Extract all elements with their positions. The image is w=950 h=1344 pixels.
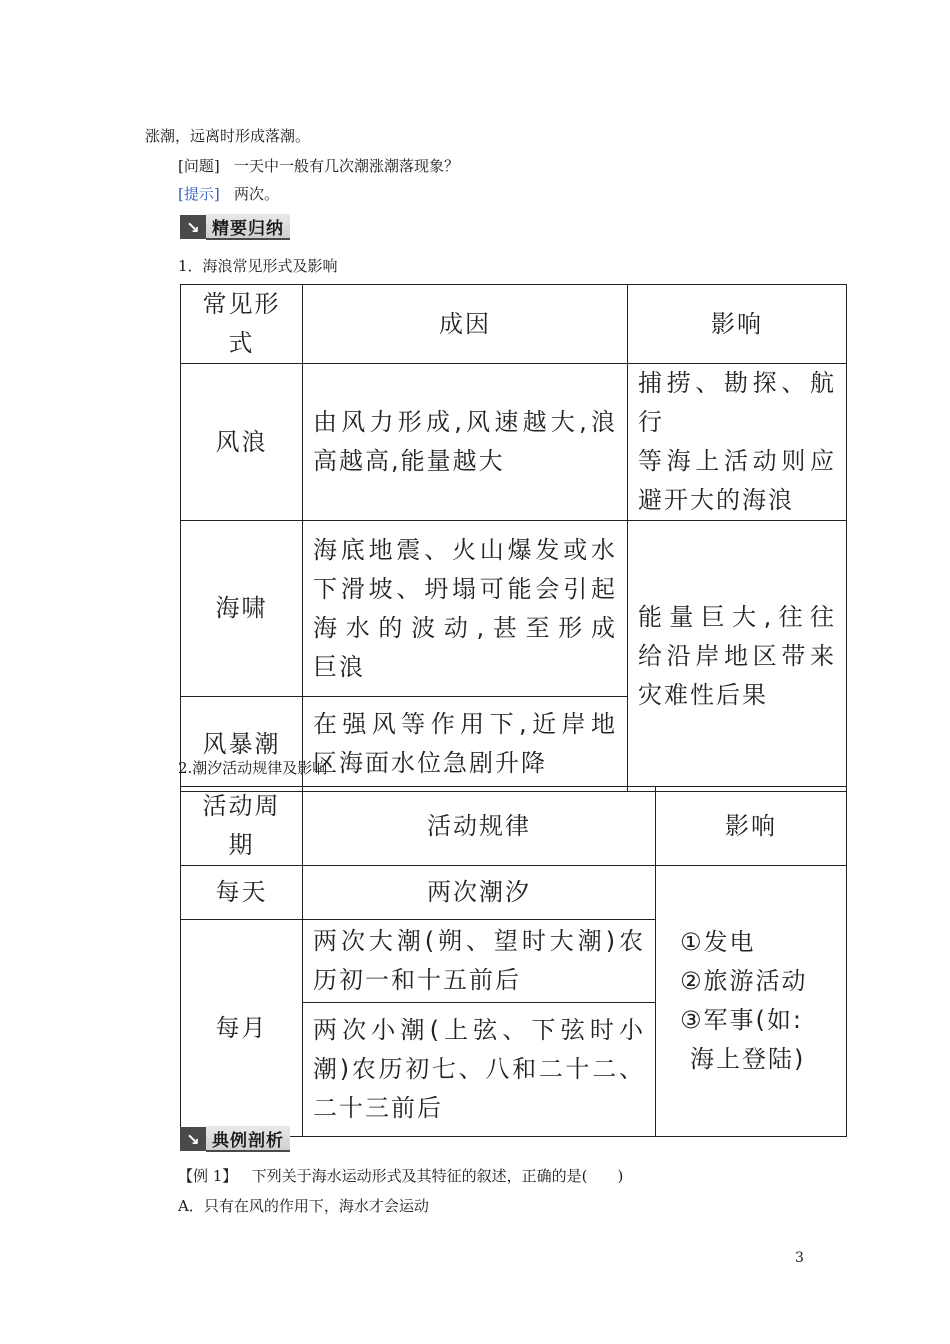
table1-header-effect: 影响	[628, 285, 847, 364]
hint-line	[178, 184, 279, 204]
table1-form-cell: 海啸	[181, 521, 303, 697]
option-a: A．只有在风的作用下，海水才会运动	[178, 1197, 429, 1215]
table1-header-form: 常见形式	[181, 285, 303, 364]
cell-line: 由风力形成,风速越大,浪	[313, 408, 617, 436]
cell-line: 海底地震、火山爆发或水	[313, 535, 617, 564]
table2-rule-neap-tide	[303, 1003, 656, 1137]
cell-line: 避开大的海浪	[638, 486, 794, 514]
page-number: 3	[795, 1250, 804, 1266]
table1-form-cell: 风暴潮	[181, 697, 303, 792]
cell-line: 两次小潮(上弦、下弦时小	[313, 1016, 645, 1044]
cell-line: 高越高,能量越大	[313, 447, 505, 475]
tide-activity-table	[180, 786, 847, 1137]
table2-header-effect: 影响	[656, 787, 847, 866]
table1-cause-cell	[303, 697, 628, 792]
question-line	[178, 156, 459, 176]
section-header-summary	[180, 214, 290, 240]
cell-line: ①发电	[680, 928, 756, 956]
cell-line: 捕捞、勘探、航行	[638, 369, 836, 436]
cell-line: 潮)农历初七、八和二十二、	[313, 1055, 645, 1083]
cell-line: 历初一和十五前后	[313, 966, 521, 994]
table2-rule-spring-tide	[303, 920, 656, 1003]
intro-line: 涨潮，远离时形成落潮。	[145, 127, 311, 145]
cell-line: 下滑坡、坍塌可能会引起	[313, 574, 617, 603]
example-line	[178, 1166, 623, 1186]
table2-header-rule: 活动规律	[303, 787, 656, 866]
table2-rule-daily: 两次潮汐	[303, 866, 656, 920]
section-title: 精要归纳	[206, 214, 290, 240]
question-tag: [问题]	[178, 157, 220, 175]
section-header-examples	[180, 1126, 290, 1152]
cell-line: 给沿岸地区带来	[638, 641, 836, 670]
cell-line: 灾难性后果	[638, 680, 768, 709]
example-text: 下列关于海水运动形式及其特征的叙述，正确的是( )	[251, 1167, 624, 1185]
table2-period-daily: 每天	[181, 866, 303, 920]
section-title: 典例剖析	[206, 1126, 290, 1152]
wave-forms-table	[180, 284, 847, 792]
table2-header-period: 活动周期	[181, 787, 303, 866]
cell-line: 在强风等作用下,近岸地	[313, 710, 617, 738]
cell-line: 等海上活动则应	[638, 447, 836, 475]
hint-tag: [提示]	[178, 185, 220, 203]
table1-caption: 1．海浪常见形式及影响	[178, 257, 338, 275]
hint-text: 两次。	[234, 185, 280, 203]
example-tag: 【例 1】	[178, 1167, 238, 1185]
arrow-icon: ↘	[180, 1127, 206, 1151]
table1-cause-cell	[303, 364, 628, 521]
table2-period-monthly: 每月	[181, 920, 303, 1137]
table1-shared-effect-cell	[628, 521, 847, 792]
cell-line: 区海面水位急剧升降	[313, 749, 547, 777]
table1-cause-cell	[303, 521, 628, 697]
table1-form-cell: 风浪	[181, 364, 303, 521]
cell-line: ③军事(如:	[680, 1006, 803, 1034]
cell-line: 两次大潮(朔、望时大潮)农	[313, 927, 645, 955]
cell-line: ②旅游活动	[680, 967, 808, 995]
cell-line: 二十三前后	[313, 1094, 443, 1122]
table2-effect-cell	[656, 866, 847, 1137]
question-text: 一天中一般有几次潮涨潮落现象？	[234, 157, 460, 175]
arrow-icon: ↘	[180, 215, 206, 239]
table1-header-cause: 成因	[303, 285, 628, 364]
cell-line: 能量巨大,往往	[638, 602, 836, 631]
cell-line: 海上登陆)	[690, 1045, 806, 1073]
cell-line: 巨浪	[313, 652, 365, 681]
cell-line: 海水的波动,甚至形成	[313, 613, 617, 642]
table2-caption: 2.潮汐活动规律及影响	[178, 759, 328, 777]
table1-effect-cell	[628, 364, 847, 521]
